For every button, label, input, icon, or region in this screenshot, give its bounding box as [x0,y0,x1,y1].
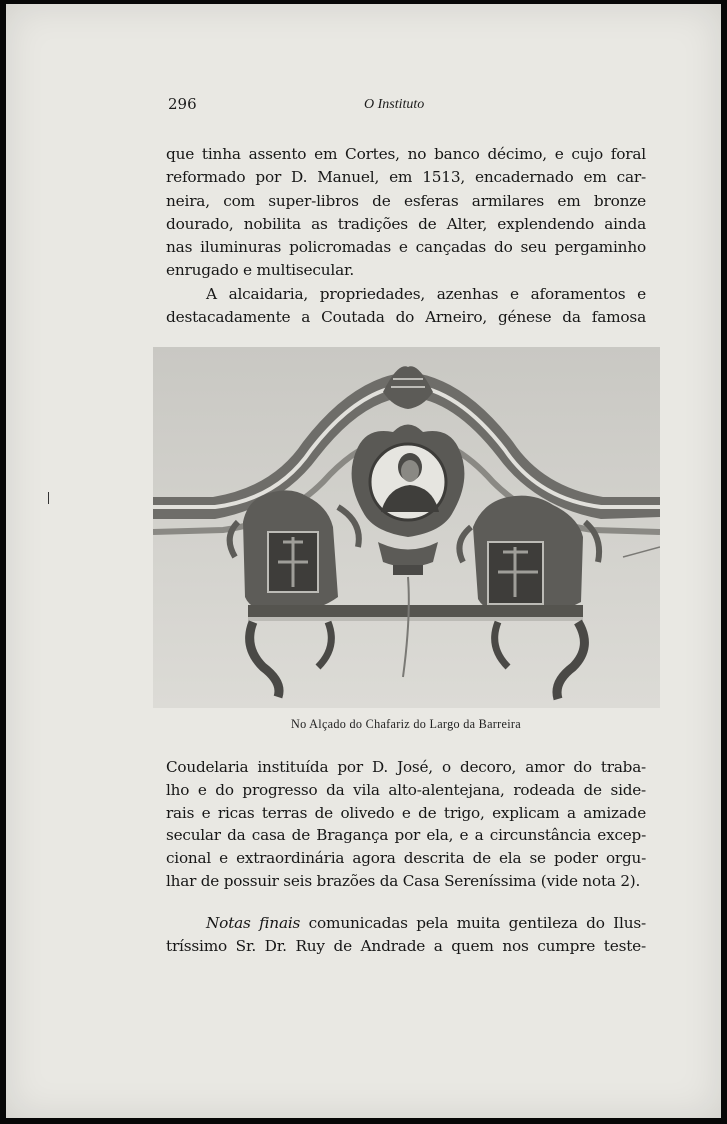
fountain-elevation-image [153,347,660,708]
text-line: destacadamente a Coutada do Arneiro, génese da famosa [166,308,646,327]
paragraph-4 [166,912,646,959]
italic-lead: Notas finais [206,914,301,932]
text-line: A alcaidaria, propriedades, azenhas e aforamentos e [206,284,646,303]
text-line: dourado, nobilita as tradições de Alter, explendendo ainda [166,214,646,233]
text-line: tríssimo Sr. Dr. Ruy de Andrade a quem nos cumpre teste- [166,937,646,956]
text-line: secular da casa de Bragança por ela, e a circunstância excep- [166,826,646,845]
page-number: 296 [168,95,197,113]
text-line: rais e ricas terras de olivedo e de trigo, explicam a amizade [166,803,646,822]
fountain-photograph [153,347,660,708]
text-line: enrugado e multisecular. [166,261,355,280]
text-line: lho e do progresso da vila alto-alentejana, rodeada de side- [166,780,646,799]
text-line: neira, com super-libros de esferas armilares em bronze [166,191,646,210]
page-header [6,95,721,119]
text-line: lhar de possuir seis brazões da Casa Sereníssima (vide nota 2). [166,871,641,890]
text-line: Coudelaria instituída por D. José, o decoro, amor do traba- [166,758,646,776]
paragraph-1 [166,143,646,329]
text-line: nas iluminuras policromadas e cançadas do seu pergaminho [166,238,646,257]
running-title: O Instituto [364,97,425,112]
text-line: cional e extraordinária agora descrita de ela se poder orgu- [166,849,646,868]
book-page [6,4,721,1118]
text-line [166,912,646,935]
text-line: que tinha assento em Cortes, no banco décimo, e cujo foral [166,145,646,163]
text-line: reformado por D. Manuel, em 1513, encadernado em car- [166,168,646,187]
line-rest: comunicadas pela muita gentileza do Ilus- [300,914,646,932]
figure-caption: No Alçado do Chafariz do Largo da Barreira [291,717,521,731]
paragraph-3 [166,756,646,893]
scan-mark [48,492,49,504]
